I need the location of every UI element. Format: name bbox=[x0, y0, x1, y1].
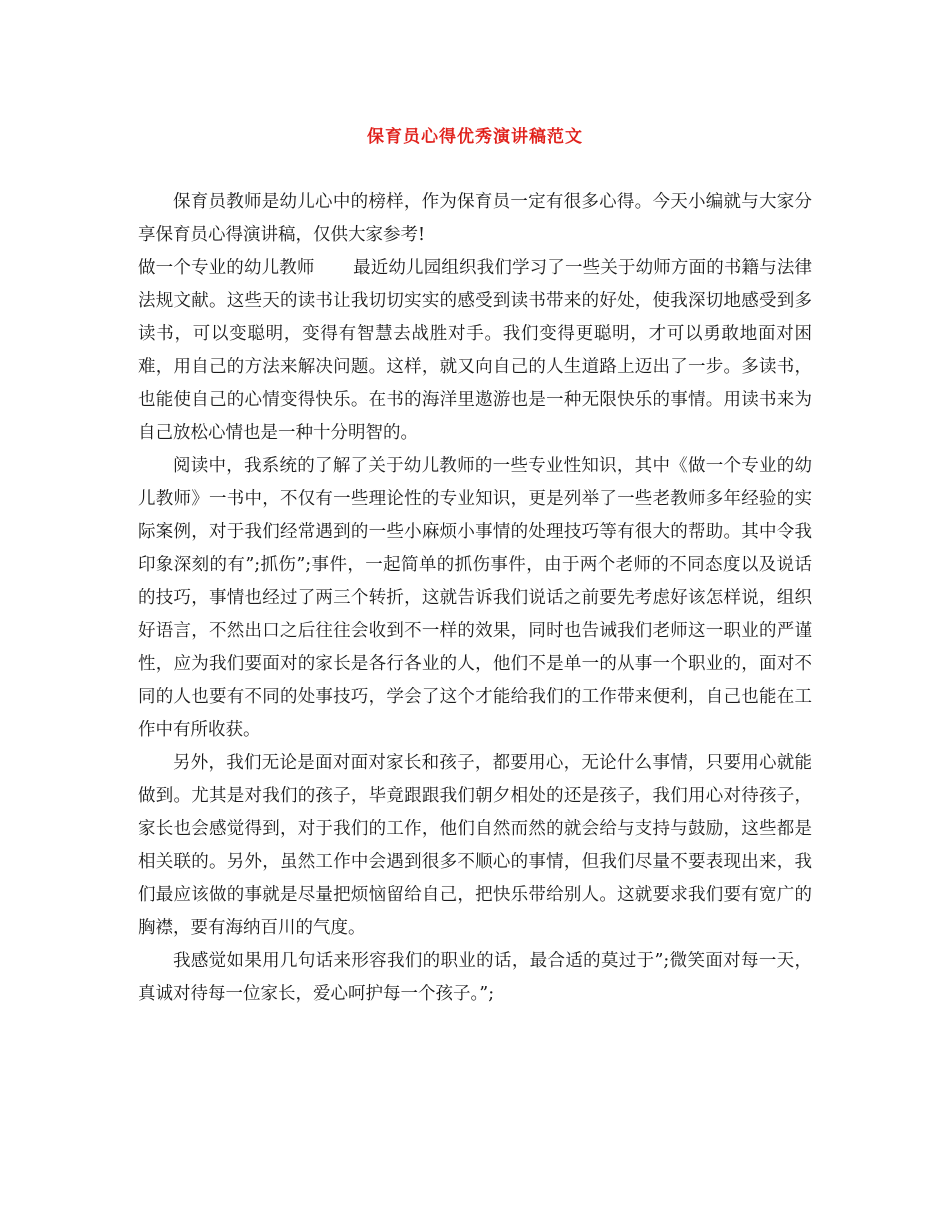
intro-paragraph: 保育员教师是幼儿心中的榜样，作为保育员一定有很多心得。今天小编就与大家分享保育员心得演讲稿，仅供大家参考! bbox=[138, 192, 812, 245]
section-heading: 做一个专业的幼儿教师 bbox=[138, 258, 315, 278]
paragraph-4: 我感觉如果用几句话来形容我们的职业的话，最合适的莫过于”;微笑面对每一天，真诚对待每一位家长，爱心呵护每一个孩子。”; bbox=[138, 951, 812, 1004]
paragraph-3: 另外，我们无论是面对面对家长和孩子，都要用心，无论什么事情，只要用心就能做到。尤其是对我们的孩子，毕竟跟跟我们朝夕相处的还是孩子，我们用心对待孩子，家长也会感觉得到，对于我们的工作，他们自然而然的就会给与支持与鼓励，这些都是相关联的。另外，虽然工作中会遇到很多不顺心的事情，但我们尽量不要表现出来，我们最应该做的事就是尽量把烦恼留给自己，把快乐带给别人。这就要求我们要有宽广的胸襟，要有海纳百川的气度。 bbox=[138, 753, 812, 938]
document-title: 保育员心得优秀演讲稿范文 bbox=[367, 127, 583, 147]
section-paragraph-1 bbox=[138, 252, 812, 450]
document-body bbox=[138, 186, 812, 1011]
paragraph-2: 阅读中，我系统的了解了关于幼儿教师的一些专业性知识，其中《做一个专业的幼儿教师》一书中，不仅有一些理论性的专业知识，更是列举了一些老教师多年经验的实际案例，对于我们经常遇到的一些小麻烦小事情的处理技巧等有很大的帮助。其中令我印象深刻的有”;抓伤”;事件，一起简单的抓伤事件，由于两个老师的不同态度以及说话的技巧，事情也经过了两三个转折，这就告诉我们说话之前要先考虑好该怎样说，组织好语言，不然出口之后往往会收到不一样的效果，同时也告诫我们老师这一职业的严谨性，应为我们要面对的家长是各行各业的人，他们不是单一的从事一个职业的，面对不同的人也要有不同的处事技巧，学会了这个才能给我们的工作带来便利，自己也能在工作中有所收获。 bbox=[138, 456, 812, 740]
paragraph-1-text: 最近幼儿园组织我们学习了一些关于幼师方面的书籍与法律法规文献。这些天的读书让我切切实实的感受到读书带来的好处，使我深切地感受到多读书，可以变聪明，变得有智慧去战胜对手。我们变得更聪明，才可以勇敢地面对困难，用自己的方法来解决问题。这样，就又向自己的人生道路上迈出了一步。多读书，也能使自己的心情变得快乐。在书的海洋里遨游也是一种无限快乐的事情。用读书来为自己放松心情也是一种十分明智的。 bbox=[138, 258, 813, 443]
